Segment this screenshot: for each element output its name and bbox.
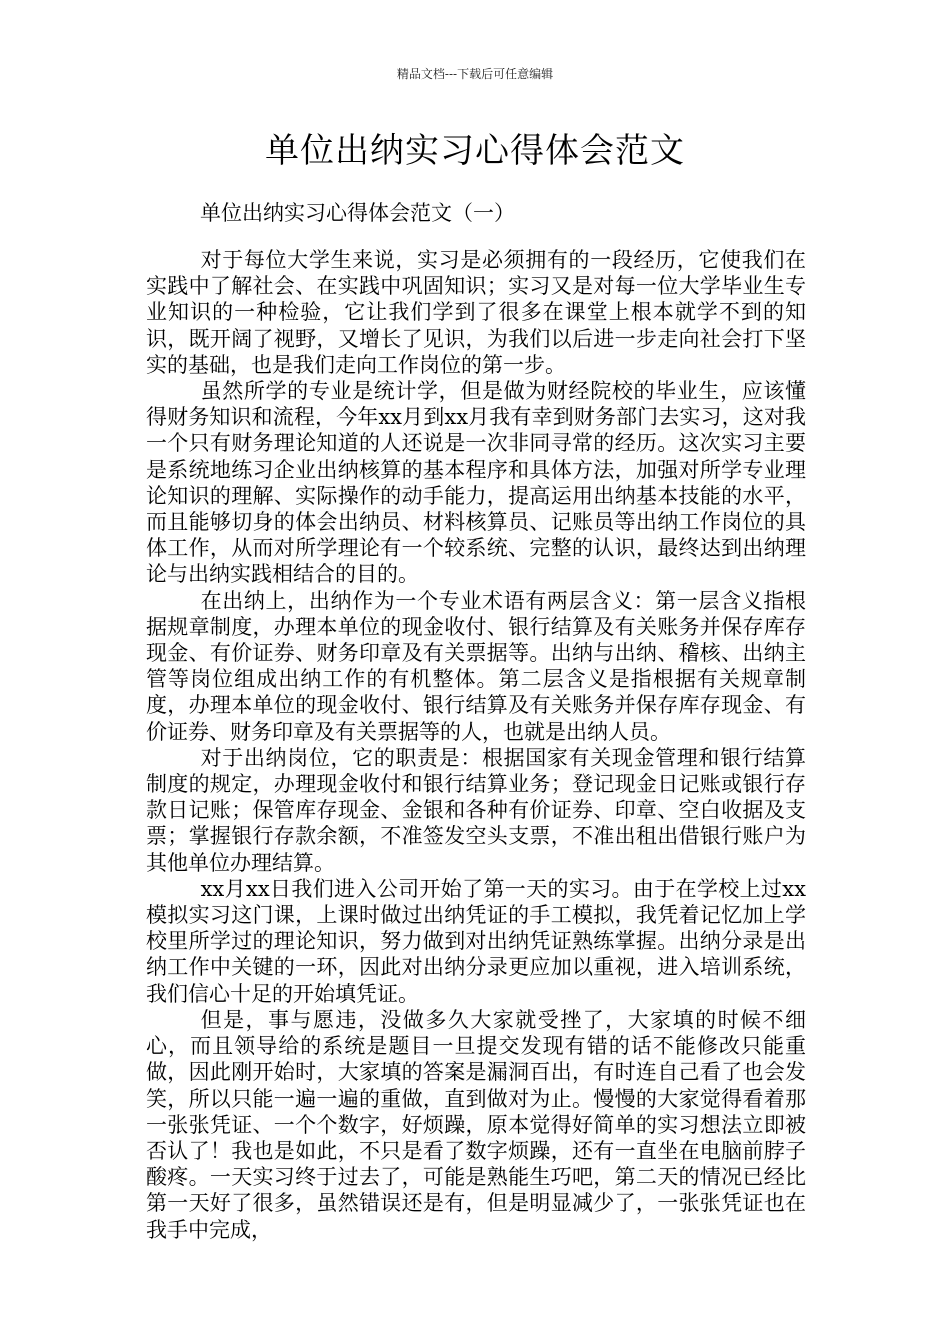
paragraph: 虽然所学的专业是统计学，但是做为财经院校的毕业生，应该懂得财务知识和流程，今年xx月到xx月我有幸到财务部门去实习，这对我一个只有财务理论知道的人还说是一次非同寻常的经历。这次实习主要是系统地练习企业出纳核算的基本程序和具体方法，加强对所学专业理论知识的理解、实际操作的动手能力，提高运用出纳基本技能的水平，而且能够切身的体会出纳员、材料核算员、记账员等出纳工作岗位的具体工作，从而对所学理论有一个较系统、完整的认识，最终达到出纳理论与出纳实践相结合的目的。 [146,379,806,587]
body-text [146,247,806,1243]
paragraph: 对于出纳岗位，它的职责是：根据国家有关现金管理和银行结算制度的规定，办理现金收付和银行结算业务；登记现金日记账或银行存款日记账；保管库存现金、金银和各种有价证券、印章、空白收据及支票；掌握银行存款余额，不准签发空头支票，不准出租出借银行账户为其他单位办理结算。 [146,745,806,875]
paragraph: 对于每位大学生来说，实习是必须拥有的一段经历，它使我们在实践中了解社会、在实践中巩固知识；实习又是对每一位大学毕业生专业知识的一种检验，它让我们学到了很多在课堂上根本就学不到的知识，既开阔了视野，又增长了见识，为我们以后进一步走向社会打下坚实的基础，也是我们走向工作岗位的第一步。 [146,248,806,377]
document-title: 单位出纳实习心得体会范文 [265,131,685,171]
paragraph: xx月xx日我们进入公司开始了第一天的实习。由于在学校上过xx模拟实习这门课，上课时做过出纳凭证的手工模拟，我凭着记忆加上学校里所学过的理论知识，努力做到对出纳凭证熟练掌握。出纳分录是出纳工作中关键的一环，因此对出纳分录更应加以重视，进入培训系统，我们信心十足的开始填凭证。 [146,876,806,1006]
paragraph: 在出纳上，出纳作为一个专业术语有两层含义：第一层含义指根据规章制度，办理本单位的现金收付、银行结算及有关账务并保存库存现金、有价证券、财务印章及有关票据等。出纳与出纳、稽核、出纳主管等岗位组成出纳工作的有机整体。第二层含义是指根据有关规章制度，办理本单位的现金收付、银行结算及有关账务并保存库存现金、有价证券、财务印章及有关票据等的人，也就是出纳人员。 [146,588,806,744]
section-subtitle: 单位出纳实习心得体会范文（一） [200,201,515,225]
header-note: 精品文档---下载后可任意编辑 [396,67,554,81]
paragraph: 但是，事与愿违，没做多久大家就受挫了，大家填的时候不细心，而且领导给的系统是题目一旦提交发现有错的话不能修改只能重做，因此刚开始时，大家填的答案是漏洞百出，有时连自己看了也会发笑，所以只能一遍一遍的重做，直到做对为止。慢慢的大家觉得看着那一张张凭证、一个个数字，好烦躁，原本觉得好简单的实习想法立即被否认了！我也是如此，不只是看了数字烦躁，还有一直坐在电脑前脖子酸疼。一天实习终于过去了，可能是熟能生巧吧，第二天的情况已经比第一天好了很多，虽然错误还是有，但是明显减少了，一张张凭证也在我手中完成， [146,1007,806,1242]
